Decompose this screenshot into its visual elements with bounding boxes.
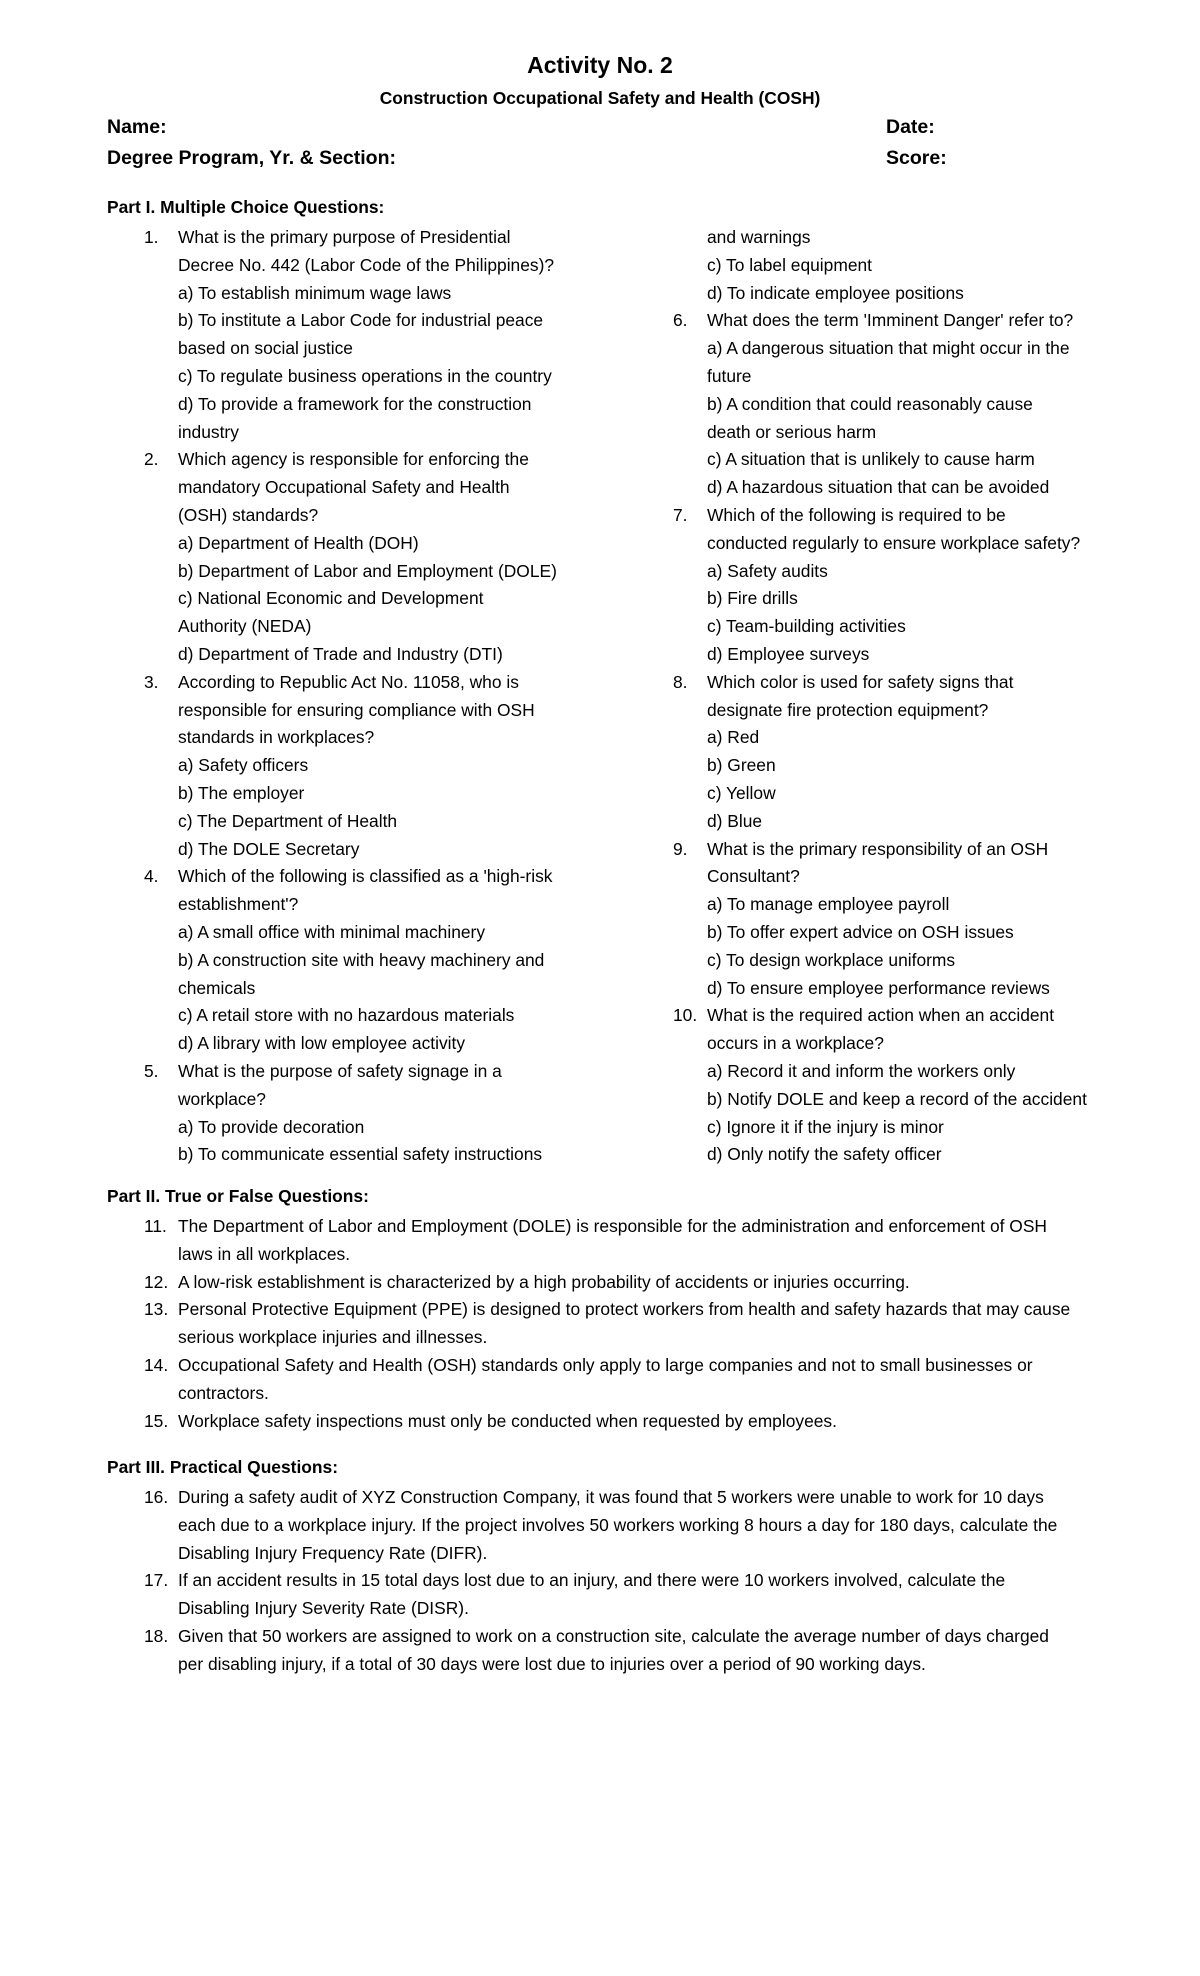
question-text: laws in all workplaces. xyxy=(178,1243,351,1264)
question-number: 16. xyxy=(144,1487,169,1507)
question-text: What does the term 'Imminent Danger' refer to? xyxy=(707,310,1074,331)
question-text: each due to a workplace injury. If the project involves 50 workers working 8 hours a day for 180 days, calculate the xyxy=(178,1514,1058,1535)
question-text: d) A library with low employee activity xyxy=(178,1033,466,1054)
question-line xyxy=(144,224,564,252)
question-line xyxy=(144,335,564,363)
question-line xyxy=(144,613,564,641)
question-text: Disabling Injury Frequency Rate (DIFR). xyxy=(178,1542,488,1563)
question-line xyxy=(673,252,1093,280)
question-text: d) To indicate employee positions xyxy=(707,282,964,303)
question-line xyxy=(144,1512,1104,1540)
question-text: What is the primary responsibility of an OSH xyxy=(707,838,1049,859)
question-line xyxy=(673,419,1093,447)
date-label: Date: xyxy=(886,116,935,138)
question-line xyxy=(673,391,1093,419)
question-text: Authority (NEDA) xyxy=(178,616,312,637)
name-label: Name: xyxy=(107,116,167,138)
question-line xyxy=(144,1408,1104,1436)
question-text: The Department of Labor and Employment (DOLE) is responsible for the administration and enforcement of OSH xyxy=(178,1216,1047,1236)
question-line xyxy=(144,836,564,864)
question-text: Occupational Safety and Health (OSH) standards only apply to large companies and not to small businesses or xyxy=(178,1354,1033,1375)
question-text: b) Green xyxy=(707,755,776,776)
question-line xyxy=(144,1241,1104,1269)
question-text: a) Red xyxy=(707,727,760,748)
part3-heading: Part III. Practical Questions: xyxy=(107,1457,338,1477)
question-line xyxy=(673,224,1093,252)
question-text: Workplace safety inspections must only be conducted when requested by employees. xyxy=(178,1410,837,1431)
question-text: c) Team-building activities xyxy=(707,616,906,637)
question-line xyxy=(144,669,564,697)
question-text: conducted regularly to ensure workplace safety? xyxy=(707,532,1081,553)
question-line xyxy=(144,1086,564,1114)
question-line xyxy=(144,697,564,725)
question-line xyxy=(673,1141,1093,1169)
question-line xyxy=(144,947,564,975)
question-text: d) A hazardous situation that can be avoided xyxy=(707,477,1050,498)
question-text: Which color is used for safety signs that xyxy=(707,671,1014,692)
question-number: 7. xyxy=(673,504,688,525)
question-text: b) To communicate essential safety instructions xyxy=(178,1144,543,1165)
question-text: establishment'? xyxy=(178,894,299,915)
question-text: a) To establish minimum wage laws xyxy=(178,282,452,303)
question-line xyxy=(144,530,564,558)
question-text: c) To label equipment xyxy=(707,254,872,275)
question-text: b) A construction site with heavy machinery and xyxy=(178,949,545,970)
score-label: Score: xyxy=(886,147,947,169)
question-line xyxy=(673,975,1093,1003)
question-line xyxy=(144,1324,1104,1352)
question-line xyxy=(673,641,1093,669)
question-line xyxy=(673,891,1093,919)
question-number: 2. xyxy=(144,449,159,470)
question-line xyxy=(673,280,1093,308)
question-number: 11. xyxy=(144,1216,167,1236)
question-line xyxy=(144,446,564,474)
question-line xyxy=(144,1623,1104,1651)
question-line xyxy=(144,363,564,391)
question-line xyxy=(673,919,1093,947)
question-text: What is the required action when an accident xyxy=(707,1005,1055,1026)
question-text: Which of the following is required to be xyxy=(707,504,1006,525)
part3-questions xyxy=(144,1484,1104,1679)
question-line xyxy=(673,474,1093,502)
part2-heading: Part II. True or False Questions: xyxy=(107,1186,369,1206)
question-line xyxy=(673,1002,1093,1030)
question-line xyxy=(144,1002,564,1030)
question-text: c) National Economic and Development xyxy=(178,588,484,609)
question-number: 14. xyxy=(144,1354,169,1375)
question-line xyxy=(144,1484,1104,1512)
question-text: c) A situation that is unlikely to cause harm xyxy=(707,449,1035,470)
question-text: If an accident results in 15 total days lost due to an injury, and there were 10 workers involved, calculate the xyxy=(178,1570,1006,1591)
question-line xyxy=(144,1141,564,1169)
question-line xyxy=(144,780,564,808)
page-subtitle: Construction Occupational Safety and Health (COSH) xyxy=(379,88,821,108)
question-text: c) To design workplace uniforms xyxy=(707,949,956,970)
question-text: serious workplace injuries and illnesses. xyxy=(178,1327,488,1348)
question-text: per disabling injury, if a total of 30 days were lost due to injuries over a period of 90 working days. xyxy=(178,1653,926,1674)
question-number: 15. xyxy=(144,1410,169,1431)
question-line xyxy=(144,1030,564,1058)
question-text: d) Blue xyxy=(707,810,763,831)
question-line xyxy=(673,947,1093,975)
question-text: Which of the following is classified as a 'high-risk xyxy=(178,866,553,887)
question-text: What is the purpose of safety signage in a xyxy=(178,1060,502,1081)
question-line xyxy=(673,502,1093,530)
question-line xyxy=(144,252,564,280)
question-line xyxy=(144,1567,1104,1595)
question-text: b) Fire drills xyxy=(707,588,798,609)
question-line xyxy=(144,752,564,780)
question-line xyxy=(673,335,1093,363)
question-line xyxy=(144,919,564,947)
question-line xyxy=(673,613,1093,641)
question-text: c) Ignore it if the injury is minor xyxy=(707,1116,944,1137)
question-line xyxy=(673,780,1093,808)
question-text: d) Only notify the safety officer xyxy=(707,1144,942,1165)
question-text: b) Department of Labor and Employment (DOLE) xyxy=(178,560,557,581)
question-line xyxy=(144,1352,1104,1380)
question-text: c) The Department of Health xyxy=(178,810,398,831)
part2-questions xyxy=(144,1213,1104,1435)
question-text: c) To regulate business operations in the country xyxy=(178,365,552,386)
question-number: 6. xyxy=(673,310,688,331)
part1-left-column xyxy=(144,224,564,1169)
question-line xyxy=(144,975,564,1003)
question-line xyxy=(144,280,564,308)
question-line xyxy=(673,1058,1093,1086)
question-text: (OSH) standards? xyxy=(178,504,319,525)
question-line xyxy=(144,808,564,836)
question-line xyxy=(144,1380,1104,1408)
question-text: d) Employee surveys xyxy=(707,643,870,664)
question-line xyxy=(673,446,1093,474)
question-text: a) A small office with minimal machinery xyxy=(178,921,486,942)
question-line xyxy=(673,1114,1093,1142)
question-line xyxy=(144,1269,1104,1297)
question-number: 1. xyxy=(144,227,159,247)
question-line xyxy=(144,724,564,752)
question-text: c) A retail store with no hazardous materials xyxy=(178,1005,515,1026)
question-text: Personal Protective Equipment (PPE) is designed to protect workers from health and safety hazards that may cause xyxy=(178,1299,1071,1320)
question-text: c) Yellow xyxy=(707,782,776,803)
question-text: Decree No. 442 (Labor Code of the Philippines)? xyxy=(178,254,555,275)
question-text: a) Safety officers xyxy=(178,755,309,776)
question-text: d) The DOLE Secretary xyxy=(178,838,360,859)
question-text: b) A condition that could reasonably cause xyxy=(707,393,1033,414)
question-number: 4. xyxy=(144,866,159,887)
question-line xyxy=(673,530,1093,558)
question-line xyxy=(144,1213,1104,1241)
question-line xyxy=(673,558,1093,586)
question-text: mandatory Occupational Safety and Health xyxy=(178,477,510,498)
question-text: workplace? xyxy=(178,1088,266,1109)
question-line xyxy=(673,669,1093,697)
question-text: and warnings xyxy=(707,227,811,247)
question-line xyxy=(673,1086,1093,1114)
question-line xyxy=(673,585,1093,613)
question-text: d) Department of Trade and Industry (DTI) xyxy=(178,643,503,664)
question-number: 3. xyxy=(144,671,159,692)
question-number: 8. xyxy=(673,671,688,692)
part1-heading: Part I. Multiple Choice Questions: xyxy=(107,197,385,217)
question-line xyxy=(144,307,564,335)
program-label: Degree Program, Yr. & Section: xyxy=(107,147,396,169)
question-number: 5. xyxy=(144,1060,159,1081)
question-text: occurs in a workplace? xyxy=(707,1033,884,1054)
question-text: What is the primary purpose of Presidential xyxy=(178,227,511,247)
question-number: 17. xyxy=(144,1570,169,1591)
question-line xyxy=(673,752,1093,780)
question-text: b) To institute a Labor Code for industrial peace xyxy=(178,310,544,331)
question-number: 9. xyxy=(673,838,688,859)
question-line xyxy=(673,808,1093,836)
question-text: d) To ensure employee performance reviews xyxy=(707,977,1050,998)
question-line xyxy=(144,419,564,447)
question-text: Which agency is responsible for enforcing the xyxy=(178,449,529,470)
question-line xyxy=(673,363,1093,391)
question-line xyxy=(673,697,1093,725)
question-line xyxy=(144,474,564,502)
question-number: 10. xyxy=(673,1005,698,1026)
question-number: 18. xyxy=(144,1625,169,1646)
question-number: 13. xyxy=(144,1299,169,1320)
question-line xyxy=(673,1030,1093,1058)
question-text: contractors. xyxy=(178,1382,269,1403)
question-line xyxy=(144,391,564,419)
question-text: industry xyxy=(178,421,239,442)
question-text: a) A dangerous situation that might occur in the xyxy=(707,338,1070,359)
question-text: future xyxy=(707,365,752,386)
question-text: According to Republic Act No. 11058, who is xyxy=(178,671,519,692)
question-text: standards in workplaces? xyxy=(178,727,375,748)
question-text: b) To offer expert advice on OSH issues xyxy=(707,921,1014,942)
question-text: b) Notify DOLE and keep a record of the accident xyxy=(707,1088,1087,1109)
question-text: a) Record it and inform the workers only xyxy=(707,1060,1016,1081)
question-line xyxy=(144,891,564,919)
question-line xyxy=(144,585,564,613)
question-number: 12. xyxy=(144,1271,169,1292)
question-text: designate fire protection equipment? xyxy=(707,699,989,720)
question-line xyxy=(673,863,1093,891)
question-line xyxy=(673,307,1093,335)
question-line xyxy=(144,502,564,530)
question-text: Disabling Injury Severity Rate (DISR). xyxy=(178,1598,469,1619)
question-line xyxy=(144,1540,1104,1568)
question-line xyxy=(144,1595,1104,1623)
question-line xyxy=(144,863,564,891)
question-text: chemicals xyxy=(178,977,256,998)
question-line xyxy=(144,1114,564,1142)
question-text: death or serious harm xyxy=(707,421,877,442)
question-text: During a safety audit of XYZ Construction Company, it was found that 5 workers were unable to work for 10 days xyxy=(178,1487,1044,1507)
question-line xyxy=(673,724,1093,752)
question-line xyxy=(144,1058,564,1086)
question-text: Consultant? xyxy=(707,866,800,887)
question-text: a) Department of Health (DOH) xyxy=(178,532,419,553)
page-title: Activity No. 2 xyxy=(527,52,673,78)
part1-right-column xyxy=(673,224,1093,1169)
question-line xyxy=(144,1651,1104,1679)
question-line xyxy=(144,1296,1104,1324)
question-text: a) To provide decoration xyxy=(178,1116,365,1137)
question-line xyxy=(144,641,564,669)
question-text: b) The employer xyxy=(178,782,305,803)
question-text: responsible for ensuring compliance with OSH xyxy=(178,699,535,720)
question-text: A low-risk establishment is characterized by a high probability of accidents or injuries occurring. xyxy=(178,1271,910,1292)
question-line xyxy=(673,836,1093,864)
question-text: based on social justice xyxy=(178,338,353,359)
question-text: Given that 50 workers are assigned to work on a construction site, calculate the average number of days charged xyxy=(178,1625,1049,1646)
question-text: a) Safety audits xyxy=(707,560,828,581)
question-text: a) To manage employee payroll xyxy=(707,894,950,915)
question-line xyxy=(144,558,564,586)
question-text: d) To provide a framework for the construction xyxy=(178,393,532,414)
